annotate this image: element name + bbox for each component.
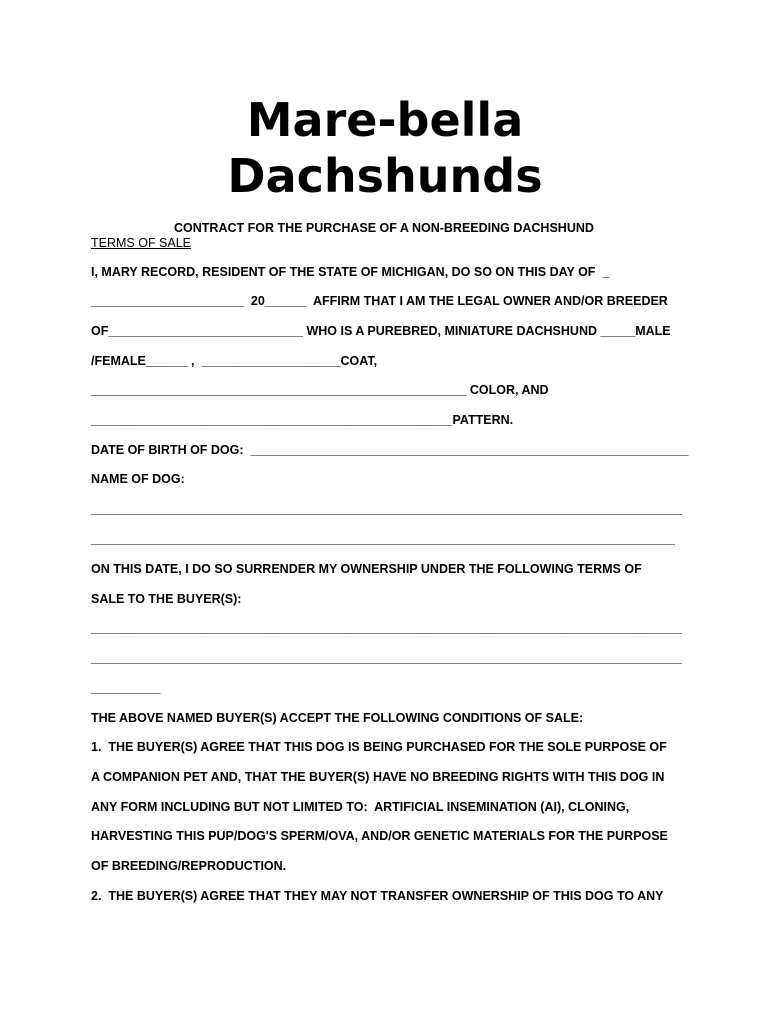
blank-line: _____________________________________________________________________________________: [91, 621, 682, 635]
blank-line: __________: [91, 681, 161, 695]
condition-line: OF BREEDING/REPRODUCTION.: [91, 859, 287, 873]
condition-line: 2. THE BUYER(S) AGREE THAT THEY MAY NOT TRANSFER OWNERSHIP OF THIS DOG TO ANY: [91, 889, 664, 903]
contract-line: OF____________________________ WHO IS A PUREBRED, MINIATURE DACHSHUND _____MALE: [91, 324, 671, 338]
condition-line: 1. THE BUYER(S) AGREE THAT THIS DOG IS BEING PURCHASED FOR THE SOLE PURPOSE OF: [91, 740, 667, 754]
blank-line: _____________________________________________________________________________________: [91, 651, 682, 665]
contract-line: ON THIS DATE, I DO SO SURRENDER MY OWNERSHIP UNDER THE FOLLOWING TERMS OF: [91, 562, 642, 576]
terms-of-sale-heading: TERMS OF SALE: [91, 236, 192, 250]
contract-line: /FEMALE______ , ____________________COAT,: [91, 354, 378, 368]
contract-line: ____________________________________________________PATTERN.: [91, 413, 514, 427]
contract-line: I, MARY RECORD, RESIDENT OF THE STATE OF MICHIGAN, DO SO ON THIS DAY OF _: [91, 265, 610, 279]
date-of-birth-line: DATE OF BIRTH OF DOG: _______________________________________________________________: [91, 443, 689, 457]
contract-line: ______________________________________________________ COLOR, AND: [91, 383, 549, 397]
condition-line: ANY FORM INCLUDING BUT NOT LIMITED TO: ARTIFICIAL INSEMINATION (AI), CLONING,: [91, 800, 630, 814]
title-line-2: Dachshunds: [227, 149, 543, 203]
contract-subtitle: CONTRACT FOR THE PURCHASE OF A NON-BREEDING DACHSHUND: [174, 221, 594, 235]
contract-line: SALE TO THE BUYER(S):: [91, 592, 242, 606]
condition-line: A COMPANION PET AND, THAT THE BUYER(S) HAVE NO BREEDING RIGHTS WITH THIS DOG IN: [91, 770, 665, 784]
blank-line: ____________________________________________________________________________________: [91, 532, 675, 546]
name-of-dog-line: NAME OF DOG:: [91, 472, 185, 486]
title-line-1: Mare-bella: [246, 93, 524, 147]
condition-line: HARVESTING THIS PUP/DOG'S SPERM/OVA, AND/OR GENETIC MATERIALS FOR THE PURPOSE: [91, 829, 668, 843]
contract-line: ______________________ 20______ AFFIRM THAT I AM THE LEGAL OWNER AND/OR BREEDER: [91, 294, 668, 308]
blank-line: _____________________________________________________________________________________: [91, 502, 682, 516]
conditions-heading: THE ABOVE NAMED BUYER(S) ACCEPT THE FOLLOWING CONDITIONS OF SALE:: [91, 711, 584, 725]
